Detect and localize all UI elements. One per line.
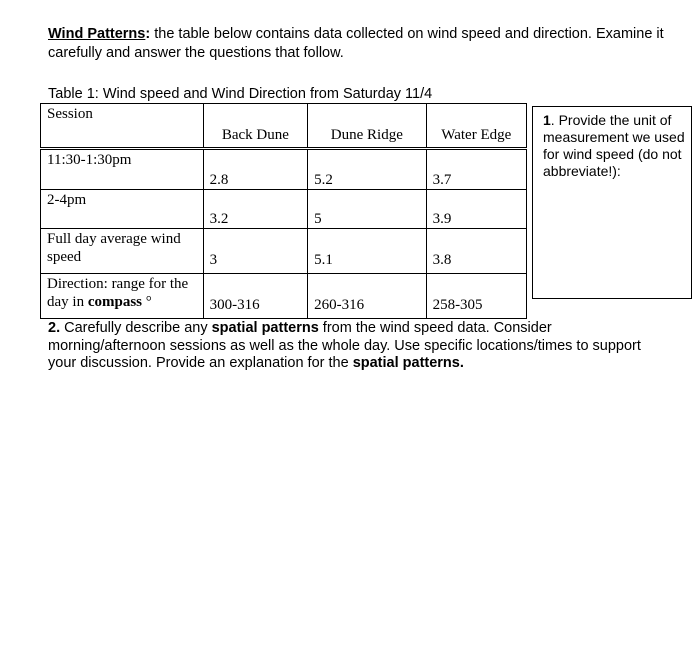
cell-back-dune-session-1: 2.8 xyxy=(203,149,307,190)
direction-label-text: Direction: range for the day in xyxy=(47,276,189,310)
table-row xyxy=(41,190,527,229)
cell-water-edge-direction: 258-305 xyxy=(426,274,526,319)
cell-dune-ridge-session-2: 5 xyxy=(308,190,426,229)
question-2-number: 2. xyxy=(48,320,61,336)
question-2-bold-1: spatial patterns xyxy=(211,320,319,336)
intro-paragraph xyxy=(48,25,688,63)
row-label-average: Full day average wind speed xyxy=(41,229,204,274)
table-row xyxy=(41,149,527,190)
cell-water-edge-session-1: 3.7 xyxy=(426,149,526,190)
column-header-back-dune: Back Dune xyxy=(203,104,307,149)
question-1-text: . Provide the unit of measurement we used for wind speed (do not abbreviate!): xyxy=(543,112,685,179)
cell-water-edge-session-2: 3.9 xyxy=(426,190,526,229)
column-header-dune-ridge: Dune Ridge xyxy=(308,104,426,149)
question-2-text-part-1: Carefully describe any xyxy=(60,320,212,336)
direction-label-suffix: ° xyxy=(142,294,152,310)
intro-colon: : xyxy=(145,26,151,42)
table-row xyxy=(41,229,527,274)
table-row xyxy=(41,274,527,319)
question-1-number: 1 xyxy=(543,112,551,128)
cell-water-edge-average: 3.8 xyxy=(426,229,526,274)
table-header-row xyxy=(41,104,527,149)
direction-label-bold: compass xyxy=(87,294,142,310)
cell-dune-ridge-session-1: 5.2 xyxy=(308,149,426,190)
question-2-text-part-2: from the wind speed data. Consider morning/afternoon sessions as well as the whole day. Use specific locations/times to support your discussion. Provide an explanation for the xyxy=(48,320,641,371)
question-2 xyxy=(48,320,668,373)
question-1-answer-box[interactable] xyxy=(532,106,692,299)
cell-back-dune-session-2: 3.2 xyxy=(203,190,307,229)
cell-back-dune-average: 3 xyxy=(203,229,307,274)
question-2-bold-2: spatial patterns. xyxy=(352,355,464,371)
cell-dune-ridge-average: 5.1 xyxy=(308,229,426,274)
column-header-water-edge: Water Edge xyxy=(426,104,526,149)
intro-heading: Wind Patterns xyxy=(48,26,146,42)
table-caption: Table 1: Wind speed and Wind Direction from Saturday 11/4 xyxy=(48,86,433,102)
row-label-session-1: 11:30-1:30pm xyxy=(41,149,204,190)
cell-dune-ridge-direction: 260-316 xyxy=(308,274,426,319)
cell-back-dune-direction: 300-316 xyxy=(203,274,307,319)
wind-data-table xyxy=(40,103,527,319)
session-header: Session xyxy=(41,104,204,149)
row-label-session-2: 2-4pm xyxy=(41,190,204,229)
row-label-direction xyxy=(41,274,204,319)
intro-text: the table below contains data collected on wind speed and direction. Examine it carefully and answer the questions that follow. xyxy=(48,26,664,61)
